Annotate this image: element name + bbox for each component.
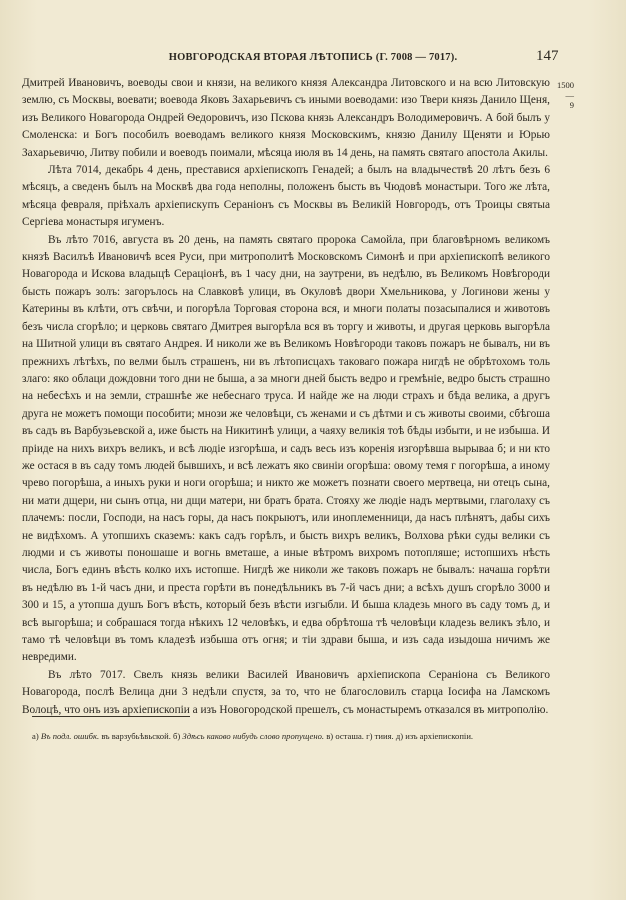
footnote-g-text: тиия.	[374, 731, 394, 741]
chronicle-text	[22, 75, 550, 719]
paragraph-4: Въ лѣто 7017. Свелъ князь велики Василей Ивановичъ архіепископа Сераніона съ Великого Новагорода, послѣ Велица дни 3 недѣли спустя, за то, что не благословилъ старца Іосифа на Ламскомъ Волоцѣ, что онъ изъ архіепископіи а изъ Новогородской прешелъ, съ монастыремъ отказался въ митрополію.	[22, 668, 550, 716]
footnote-v-mark: в)	[326, 731, 334, 741]
margin-year-dash: —	[565, 90, 574, 100]
footnotes	[32, 730, 537, 743]
paragraph-1: Дмитрей Ивановичъ, воеводы свои и князи, на великого князя Александра Литовского и на всю Литовскую землю, съ Москвы, воевати; воевода Яковъ Захарьевичъ съ иными воеводами: изо Твери князь Данило Щеня, изъ Великого Новагорода Ондрей Ѳедоровичъ, изо Пскова князь Александръ Володимеровичъ. А бой былъ у Смоленска: и Богъ пособилъ воеводамъ великого князя Московскимъ, князю Данилу Щеняти и Юрью Захарьевичю, Литву побили и воеводъ поимали, мѣсяца июля въ 14 день, на память святаго апостола Акилы.	[22, 77, 550, 159]
margin-year-start: 1500	[557, 80, 574, 90]
footnote-g-mark: г)	[366, 731, 373, 741]
running-title: НОВГОРОДСКАЯ ВТОРАЯ ЛѢТОПИСЬ (Г. 7008 — 7017).	[168, 52, 458, 63]
footnote-d-text: изъ архіепископіи.	[405, 731, 474, 741]
footnote-b-note: Здѣсь каково нибудь слово пропущено.	[182, 731, 325, 741]
footnote-v-text: осташа.	[335, 731, 364, 741]
footnote-a-mark: а)	[32, 731, 39, 741]
footnote-a-text: въ варзубьѣвьской.	[101, 731, 171, 741]
footnote-b-mark: б)	[173, 731, 181, 741]
paragraph-3: Въ лѣто 7016, августа въ 20 день, на память святаго пророка Самойла, при благовѣрномъ великомъ князѣ Василъѣ Ивановичѣ всея Руси, при митрополитѣ Московскомъ Симонѣ и при архіепископѣ великого Новагорода и Искова владыцѣ Сераціонѣ, въ 1 часу дни, на заутрени, въ недѣлю, въ Великомъ Новѣгороди бысть пожаръ золъ: загорълось на Славковѣ улици, въ Окуловѣ двори Хмельникова, у Логинови жены у Катерины въ клѣти, отъ свѣчи, и погорѣла Торговая сторона вся, и многи полаты позасыпалися и животовъ безъ числа сгорѣло; и церковь святаго Дмитрея выгорѣла вся въ торгу и животы, и другая церковь выгорѣла на Шитной улици въ святаго Андрея. И николи же въ Великомъ Новѣгороди таковъ пожаръ не бывалъ, ни въ прежнихъ лѣтѣхъ, по велми былъ страшенъ, ни въ лѣтописцахъ таковаго пожара нигдѣ не обрѣтохомъ толь злаго: яко облаци дождовни того дни не быша, а за многи дней бысть ведро и гремѣніе, ведро бысть страшно на небесѣхъ и на земли, страшнѣе же небеснаго труса. И найде же на люди страхъ и бѣда велика, а другъ друга не можетъ помощи пособити; мнози же человѣци, съ женами и съ дѣтми и съ животы своими, сбѣгоша въ садъ въ Варбузьевской а, иже бысть на Никитинѣ улици, а чаяху великія тоѣ бѣды избыти, и не избыша. И пріиде на нихъ вихръ великъ, и всѣ людіе изгорѣша, и садъ весь изъ коренія изгорѣвша вырываа б; и ни кто же остася в въ саду томъ людей бывшихъ, и всѣ лежатъ яко свиніи огорѣша: овому темя г погорѣша, а иному чрево погорѣша, а иныхъ руки и ноги огорѣша; и никто же можетъ познати своего мертвеца, ни отецъ сына, ни мати дщери, ни сынъ отца, ни дщи матери, ни братъ брата. Стояху же людіе надъ мертвыми, глаголаху съ плачемъ: посли, Господи, на насъ горы, да насъ покрыютъ, или иноплеменници, да насъ плѣнятъ, дабы сихъ не видѣхомъ. А утопшихъ сказемъ: какъ садъ горѣлъ, и бысть вихръ великъ, Волхова рѣки суды велики съ людми и съ животы поношаше и вогнь вметаше, а иные вѣтромъ вихромъ потопляше; истопшихъ нѣсть числа, Богъ единъ вѣсть колко ихъ истопше. Нигдѣ же николи же таковъ пожаръ не бывалъ: начаша горѣти въ недѣлю въ 1-й часъ дни, и преста горѣти въ понедѣльникъ въ 7-й часъ дни; а всѣхъ душъ сгорѣло 3000 и 300 и 15, а утопша душъ Богъ вѣсть, который безъ вѣсти изгыбли. И быша кладезь много въ саду томъ д, и всѣ выгорѣша; и собрашася тогда нѣкихъ 12 человѣкъ, и едва обрѣтоша тѣ человѣци кладезь великъ зѣло, и тамо тѣ человѣци въ томъ кладезѣ избыша отъ огня; и тіи здрави быша, и изъ сада изыдоша ничимъ же невредими.	[22, 233, 550, 664]
margin-year-range	[556, 80, 574, 110]
footnote-a-note: Въ подл. ошибк.	[40, 731, 100, 741]
footnote-divider	[32, 716, 190, 717]
page-header	[0, 48, 626, 68]
page-number: 147	[536, 48, 559, 64]
margin-year-end: 9	[569, 100, 574, 110]
footnote-d-mark: д)	[395, 731, 404, 741]
paragraph-2: Лѣта 7014, декабрь 4 день, преставися архіепископъ Генадей; а былъ на владычествѣ 20 лѣтъ безъ 6 мѣсяцъ, а сведенъ былъ на Москвѣ два года неполны, положенъ бысть въ Чюдовѣ монастыри. Того же лѣта, мѣсяца февраля, пріѣхалъ архіепискупъ Сераніонъ съ Москвы въ Великій Новгородъ, отъ Троицы святыа Сергіева монастыря игуменъ.	[22, 164, 550, 229]
